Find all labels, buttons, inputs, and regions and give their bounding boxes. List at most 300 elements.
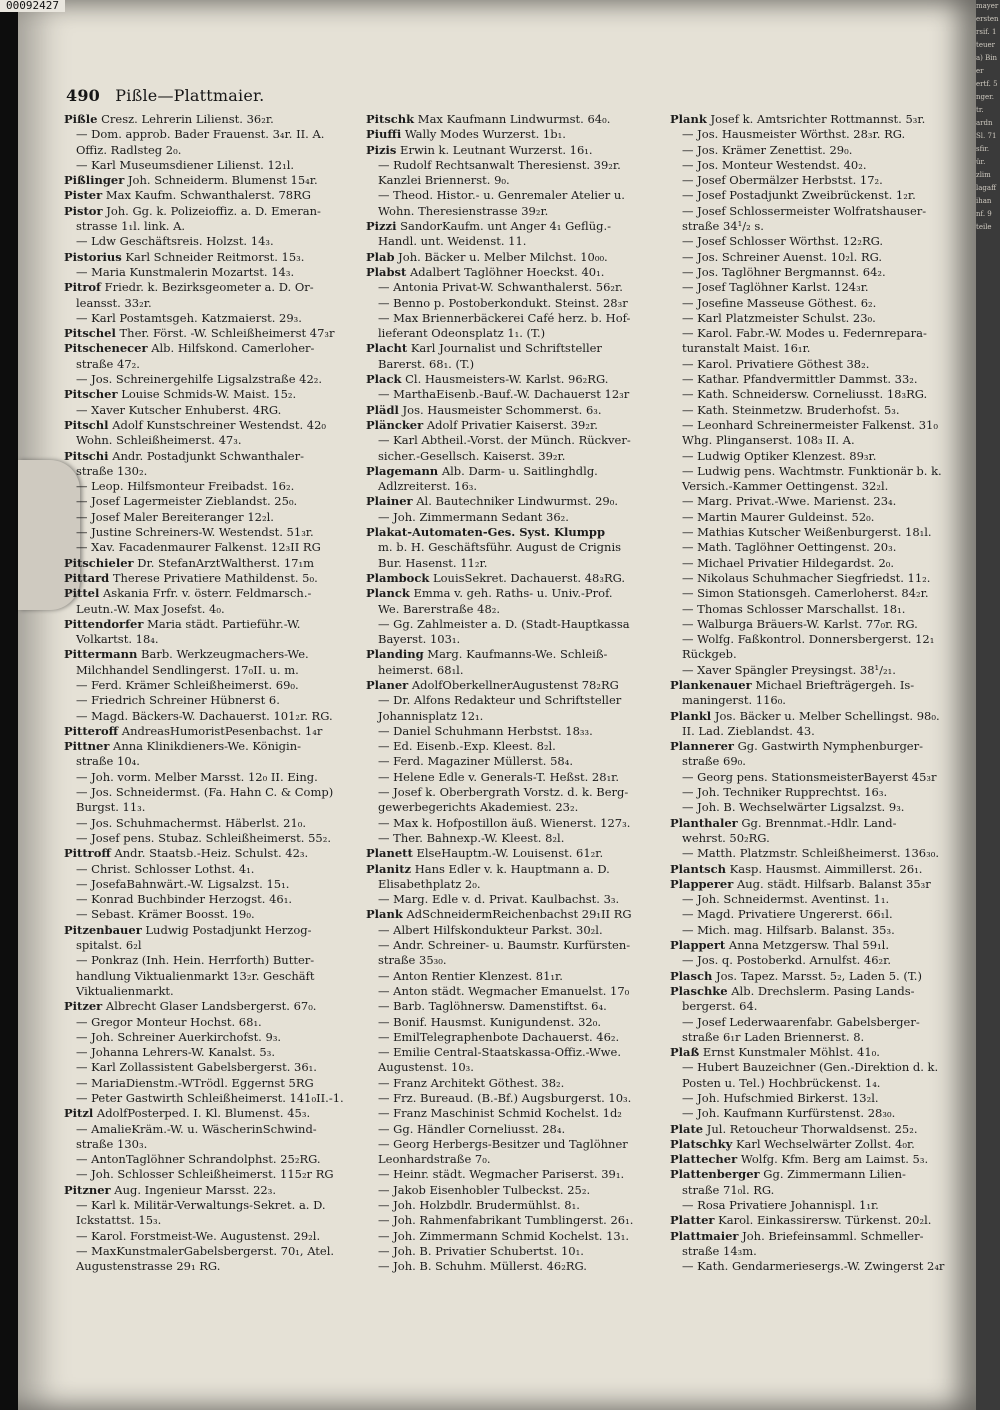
directory-entry [670,1213,970,1228]
surname: Plapperer [670,876,734,891]
edge-fragment: sfir. [976,145,990,153]
column-2 [366,112,664,1275]
entry-text: — Kath. Steinmetzw. Bruderhofst. 5₃. [682,402,900,417]
directory-entry [366,357,664,372]
entry-text: Joh. Schneiderm. Blumenst 15₄r. [127,173,318,188]
entry-text: straße 10₄. [76,754,140,769]
entry-text: — Karl Abtheil.-Vorst. der Münch. Rückver- [378,433,631,448]
entry-text: Jul. Retoucheur Thorwaldsenst. 25₂. [706,1121,918,1136]
directory-entry [64,449,362,464]
entry-text: Volkartst. 18₄. [76,632,159,647]
entry-text: Emma v. geh. Raths- u. Univ.-Prof. [413,586,613,601]
entry-text: — Karol. Forstmeist-We. Augustenst. 29₂l. [76,1228,321,1243]
directory-entry [366,1183,664,1198]
entry-text: Augustenstrasse 29₁ RG. [76,1259,221,1274]
surname: Plankl [670,708,712,723]
directory-entry [670,1137,970,1152]
directory-entry [670,999,970,1014]
entry-text: We. Barerstraße 48₂. [378,601,501,616]
page-header [66,86,946,105]
directory-entry [366,770,664,785]
surname: Pitzenbauer [64,922,142,937]
directory-entry [64,433,362,448]
entry-text: strasse 1₁l. link. A. [76,219,186,234]
entry-text: Burgst. 11₃. [76,800,146,815]
surname: Planck [366,586,410,601]
entry-text: — Karl Postamtsgeh. Katzmaierst. 29₃. [76,310,302,325]
directory-entry [366,525,664,540]
surname: Planett [366,846,413,861]
entry-text: Anna Metzgersw. Thal 59₁l. [728,938,889,953]
directory-entry [366,739,664,754]
directory-entry [366,112,664,127]
directory-entry [670,188,970,203]
entry-text: — Marg. Privat.-Wwe. Marienst. 23₄. [682,494,897,509]
entry-text: wehrst. 50₂RG. [682,830,770,845]
entry-text: leansst. 33₂r. [76,295,152,310]
directory-entry [670,785,970,800]
entry-text: Posten u. Tel.) Hochbrückenst. 1₄. [682,1075,881,1090]
directory-entry [64,1244,362,1259]
surname: Plattecher [670,1152,738,1167]
entry-text: — Martin Maurer Guldeinst. 52₀. [682,509,875,524]
directory-entry [64,387,362,402]
directory-entry [366,1122,664,1137]
entry-text: straße 34¹/₂ s. [682,219,764,234]
directory-entry [366,586,664,601]
entry-text: — Albert Hilfskondukteur Parkst. 30₂l. [378,922,603,937]
directory-entry [64,1259,362,1274]
entry-text: — Jos. q. Postoberkd. Arnulfst. 46₂r. [682,953,892,968]
directory-entry [64,525,362,540]
surname: Plabst [366,264,407,279]
entry-text: Friedr. k. Bezirksgeometer a. D. Or- [104,280,314,295]
entry-text: straße 71₀l. RG. [682,1182,775,1197]
directory-entry [366,1030,664,1045]
entry-text: — Max k. Hofpostillon äuß. Wienerst. 127₃. [378,815,631,830]
entry-text: Ernst Kunstmaler Möhlst. 41₀. [702,1045,880,1060]
directory-entry [670,112,970,127]
entry-text: — Kathar. Pfandvermittler Dammst. 33₂. [682,372,918,387]
surname: Platter [670,1213,715,1228]
entry-text: — Anton städt. Wegmacher Emanuelst. 17₀ [378,983,630,998]
entry-text: — Josef Maler Bereiteranger 12₂l. [76,509,274,524]
entry-text: — JosefaBahnwärt.-W. Ligsalzst. 15₁. [76,876,290,891]
entry-text: — Karl Zollassistent Gabelsbergerst. 36₁. [76,1060,317,1075]
directory-entry [366,754,664,769]
entry-text: — Thomas Schlosser Marschallst. 18₁. [682,601,906,616]
directory-entry [64,219,362,234]
directory-entry [670,494,970,509]
directory-entry [64,938,362,953]
directory-entry [64,1229,362,1244]
directory-entry [670,525,970,540]
directory-entry [64,892,362,907]
directory-entry [366,1213,664,1228]
entry-text: — Rudolf Rechtsanwalt Theresienst. 39₂r. [378,157,621,172]
entry-text: Alb. Hilfskond. Camerloher- [151,341,315,356]
directory-entry [366,449,664,464]
directory-entry [366,188,664,203]
directory-entry [64,173,362,188]
directory-entry [64,632,362,647]
directory-entry [670,862,970,877]
directory-entry [670,341,970,356]
entry-text: Ludwig Postadjunkt Herzog- [145,922,312,937]
directory-entry [64,1060,362,1075]
entry-text: Anna Klinikdieners-We. Königin- [113,739,302,754]
directory-entry [366,999,664,1014]
entry-text: Karol. Einkassirersw. Türkenst. 20₂l. [718,1213,932,1228]
directory-entry [366,907,664,922]
directory-entry [366,280,664,295]
edge-fragment: ardn [976,119,993,127]
entry-text: Adolf Kunstschreiner Westendst. 42₀ [112,417,327,432]
entry-text: Max Kaufm. Schwanthalerst. 78RG [105,188,311,203]
entry-text: — Jakob Eisenhobler Tulbeckst. 25₂. [378,1182,591,1197]
directory-entry [366,1244,664,1259]
surname: Plannerer [670,739,734,754]
entry-text: Louise Schmids-W. Maist. 15₂. [121,387,297,402]
directory-entry [64,1030,362,1045]
directory-entry [366,923,664,938]
directory-entry [366,1045,664,1060]
entry-text: — Josef pens. Stubaz. Schleißheimerst. 55₂. [76,830,331,845]
surname: Pitschenecer [64,341,148,356]
directory-entry [670,1060,970,1075]
directory-entry [64,602,362,617]
entry-text: — Karol. Fabr.-W. Modes u. Federnrepara- [682,326,927,341]
directory-entry [64,678,362,693]
entry-text: Kanzlei Briennerst. 9₀. [378,173,510,188]
entry-text: — Josef Obermälzer Herbstst. 17₂. [682,173,883,188]
surname: Plappert [670,938,726,953]
directory-entry [670,923,970,938]
directory-entry [366,953,664,968]
surname: Pistor [64,203,103,218]
entry-text: — Michael Privatier Hildegardst. 2₀. [682,555,895,570]
entry-text: Joh. Gg. k. Polizeioffiz. a. D. Emeran- [106,203,321,218]
directory-entry [64,1137,362,1152]
directory-entry [366,127,664,142]
directory-entry [670,1198,970,1213]
directory-entry [64,540,362,555]
surname: Pittard [64,570,110,585]
directory-entry [64,1167,362,1182]
entry-text: — Ferd. Magaziner Müllerst. 58₄. [378,754,574,769]
directory-entry [64,1045,362,1060]
entry-text: — Joh. Zimmermann Schmid Kochelst. 13₁. [378,1228,630,1243]
directory-entry [366,250,664,265]
edge-fragment: ersten [976,15,999,23]
directory-entry [64,923,362,938]
directory-entry [670,877,970,892]
surname: Plankenauer [670,677,752,692]
entry-text: — Jos. Schreinergehilfe Ligsalzstraße 42₂. [76,372,323,387]
directory-entry [64,265,362,280]
directory-entry [64,785,362,800]
entry-text: — Friedrich Schreiner Hübnerst 6. [76,693,280,708]
surname: Pizzi [366,219,397,234]
entry-text: — Jos. Schneidermst. (Fa. Hahn C. & Comp) [76,785,334,800]
entry-text: — Xaver Kutscher Enhuberst. 4RG. [76,402,282,417]
directory-entry [670,938,970,953]
entry-text: straße 6₁r Laden Briennerst. 8. [682,1029,865,1044]
entry-text: — Xav. Facadenmaurer Falkenst. 12₃II RG [76,540,321,555]
directory-entry [670,800,970,815]
directory-entry [64,953,362,968]
directory-entry [366,387,664,402]
directory-entry [670,1167,970,1182]
surname: Plank [366,907,403,922]
entry-text: Karl Schneider Reitmorst. 15₃. [125,249,305,264]
directory-entry [670,969,970,984]
directory-entry [64,112,362,127]
directory-entry [64,280,362,295]
entry-text: — MarthaEisenb.-Bauf.-W. Dachauerst 12₃r [378,387,630,402]
entry-text: — Franz Maschinist Schmid Kochelst. 1d₂ [378,1106,622,1121]
directory-entry [64,1015,362,1030]
column-3 [670,112,970,1275]
entry-text: — Maria Kunstmalerin Mozartst. 14₃. [76,264,295,279]
entry-text: Kasp. Hausmst. Aimmillerst. 26₁. [729,861,923,876]
directory-entry [670,250,970,265]
directory-entry [64,693,362,708]
directory-entry [670,280,970,295]
surname: Pitzl [64,1106,94,1121]
entry-text: maningerst. 116₀. [682,693,786,708]
directory-entry [670,647,970,662]
surname: Pistorius [64,249,122,264]
surname: Piuffi [366,127,402,142]
entry-text: — Leop. Hilfsmonteur Freibadst. 16₂. [76,479,295,494]
directory-entry [64,877,362,892]
edge-fragment: lagaff [976,184,997,192]
surname: Pitscher [64,387,118,402]
surname: Planitz [366,861,412,876]
directory-entry [366,984,664,999]
entry-text: Alb. Darm- u. Saitlinghdlg. [441,463,598,478]
entry-text: — Antonia Privat-W. Schwanthalerst. 56₂r. [378,280,623,295]
entry-text: AdolfOberkellnerAugustenst 78₂RG [411,677,619,692]
entry-text: — Kath. Gendarmeriesergs.-W. Zwingerst 2₄r [682,1259,945,1274]
entry-text: — Ludwig Optiker Klenzest. 89₃r. [682,448,877,463]
entry-text: — Joh. vorm. Melber Marsst. 12₀ II. Eing. [76,769,318,784]
directory-entry [64,494,362,509]
directory-entry [670,602,970,617]
entry-text: bergerst. 64. [682,999,758,1014]
entry-text: — Jos. Schuhmachermst. Häberlst. 21₀. [76,815,307,830]
directory-entry [64,831,362,846]
entry-text: — Jos. Monteur Westendst. 40₂. [682,157,867,172]
surname: Pittendorfer [64,616,144,631]
directory-entry [366,311,664,326]
entry-text: — Joh. Hufschmied Birkerst. 13₂l. [682,1091,879,1105]
page-number: 490 [66,86,100,105]
entry-text: m. b. H. Geschäftsführ. August de Crignis [378,540,622,555]
surname: Pißle [64,112,98,126]
directory-entry [670,1015,970,1030]
entry-text: Jos. Bäcker u. Melber Schellingst. 98₀. [714,708,940,723]
directory-entry [64,984,362,999]
entry-text: — Andr. Schreiner- u. Baumstr. Kurfürsten- [378,938,631,953]
surname: Planer [366,677,409,692]
directory-entry [366,1137,664,1152]
directory-entry [366,510,664,525]
entry-text: — Barb. Taglöhnersw. Damenstiftst. 6₄. [378,999,607,1014]
entry-text: — Josef Schlosser Wörthst. 12₂RG. [682,234,884,249]
entry-text: — Joh. B. Privatier Schubertst. 10₁. [378,1243,584,1258]
directory-entry [366,372,664,387]
entry-text: — Josef Taglöhner Karlst. 124₃r. [682,280,869,295]
directory-entry [366,296,664,311]
entry-text: Gg. Zimmermann Lilien- [763,1167,906,1182]
directory-entry [670,1122,970,1137]
entry-text: straße 47₂. [76,356,140,371]
column-1 [64,112,362,1275]
directory-entry [670,296,970,311]
directory-entry [366,831,664,846]
directory-entry [64,372,362,387]
entry-text: Hans Edler v. k. Hauptmann a. D. [414,861,610,876]
directory-entry [64,907,362,922]
entry-text: — Peter Gastwirth Schleißheimerst. 141₀II.-1. [76,1091,344,1105]
directory-entry [366,571,664,586]
surname: Placht [366,341,408,356]
entry-text: — Frz. Bureaud. (B.-Bf.) Augsburgerst. 10₃. [378,1091,632,1105]
directory-entry [366,540,664,555]
directory-entry [670,173,970,188]
surname: Pißlinger [64,173,125,188]
entry-text: — Josef Lagermeister Zieblandst. 25₀. [76,494,298,509]
directory-entry [64,341,362,356]
directory-entry [64,464,362,479]
entry-text: Versich.-Kammer Oettingenst. 32₂l. [682,479,889,494]
entry-text: — Josefine Masseuse Göthest. 6₂. [682,295,877,310]
directory-entry [670,479,970,494]
directory-entry [366,892,664,907]
directory-entry [64,846,362,861]
entry-text: — Joh. B. Wechselwärter Ligsalzst. 9₃. [682,800,905,815]
directory-entry [64,357,362,372]
entry-text: Barerst. 68₁. (T.) [378,356,475,371]
entry-text: — Heinr. städt. Wegmacher Pariserst. 39₁. [378,1167,625,1182]
surname: Pister [64,188,103,203]
directory-entry [366,433,664,448]
directory-entry [366,219,664,234]
entry-text: Albrecht Glaser Landsbergerst. 67₀. [105,999,317,1014]
directory-entry [670,739,970,754]
directory-entry [64,326,362,341]
entry-text: SandorKaufm. unt Anger 4₁ Geflüg.- [400,219,612,234]
entry-text: AndreasHumoristPesenbachst. 1₄r [121,723,323,738]
directory-entry [670,510,970,525]
entry-text: — Wolfg. Faßkontrol. Donnersbergerst. 12₁ [682,632,935,647]
directory-entry [670,1045,970,1060]
entry-text: LouisSekret. Dachauerst. 48₃RG. [432,570,626,585]
entry-text: Augustenst. 10₃. [378,1060,474,1075]
entry-text: Jos. Tapez. Marsst. 5₂, Laden 5. (T.) [715,968,922,983]
directory-entry [64,403,362,418]
entry-text: Michael Briefträgergeh. Is- [755,677,915,692]
entry-text: — Joh. B. Schuhm. Müllerst. 46₂RG. [378,1259,587,1274]
catalog-stamp: 00092427 [0,0,65,12]
directory-entry [670,1183,970,1198]
surname: Pizis [366,142,397,157]
directory-entry [670,403,970,418]
entry-text: Therese Privatiere Mathildenst. 5₀. [112,570,318,585]
directory-entry [64,127,362,142]
entry-text: Adalbert Taglöhner Hoeckst. 40₁. [409,264,605,279]
entry-text: Cl. Hausmeisters-W. Karlst. 96₂RG. [405,372,609,387]
entry-text: Gg. Brennmat.-Hdlr. Land- [741,815,897,830]
directory-entry [670,127,970,142]
directory-entry [64,862,362,877]
directory-entry [670,234,970,249]
directory-entry [670,709,970,724]
entry-text: Leutn.-W. Max Josefst. 4₀. [76,601,225,616]
entry-text: — AntonTaglöhner Schrandolphst. 25₂RG. [76,1152,321,1167]
entry-text: Karl Journalist und Schriftsteller [410,341,602,356]
directory-entry [670,632,970,647]
entry-text: Jos. Hausmeister Schommerst. 6₃. [402,402,602,417]
entry-text: — Mathias Kutscher Weißenburgerst. 18₁l. [682,525,932,540]
entry-text: Erwin k. Leutnant Wurzerst. 16₁. [400,142,593,157]
entry-text: — Gg. Zahlmeister a. D. (Stadt-Hauptkassa [378,616,630,631]
entry-text: Andr. Postadjunkt Schwanthaler- [112,448,304,463]
directory-entry [670,219,970,234]
directory-entry [670,372,970,387]
directory-entry [366,143,664,158]
entry-text: Cresz. Lehrerin Lilienst. 36₂r. [101,112,274,126]
directory-entry [670,357,970,372]
directory-entry [366,969,664,984]
directory-entry [64,556,362,571]
entry-text: Viktualienmarkt. [76,983,174,998]
entry-text: — Joh. Holzbdlr. Brudermühlst. 8₁. [378,1198,580,1213]
edge-fragment: rsif. 1 [976,28,997,36]
entry-text: — Magd. Privatiere Ungererst. 66₁l. [682,907,893,922]
directory-entry [366,862,664,877]
directory-entry [64,188,362,203]
directory-entry [366,877,664,892]
directory-entry [670,831,970,846]
entry-text: Max Kaufmann Lindwurmst. 64₀. [417,112,611,126]
edge-fragment: ihan [976,197,992,205]
adjacent-page-edge [976,0,1000,1410]
entry-text: Wally Modes Wurzerst. 1b₁. [404,127,566,142]
directory-entry [670,143,970,158]
entry-text: Rückgeb. [682,647,737,662]
entry-text: — Math. Taglöhner Oettingenst. 20₃. [682,540,897,555]
directory-entry [670,892,970,907]
entry-text: — Joh. Kaufmann Kurfürstenst. 28₃₀. [682,1106,896,1121]
directory-entry [64,158,362,173]
entry-text: Gg. Gastwirth Nymphenburger- [737,739,923,754]
directory-entry [670,158,970,173]
surname: Pitteroff [64,723,119,738]
directory-entry [366,1015,664,1030]
entry-text: — Rosa Privatiere Johannispl. 1₁r. [682,1198,879,1213]
entry-text: — Karl Platzmeister Schulst. 23₀. [682,310,876,325]
edge-fragment: nger. [976,93,994,101]
directory-entry [366,602,664,617]
directory-entry [670,953,970,968]
entry-text: — Nikolaus Schuhmacher Siegfriedst. 11₂. [682,570,931,585]
directory-entry [64,709,362,724]
entry-text: — Ldw Geschäftsreis. Holzst. 14₃. [76,234,274,249]
directory-entry [366,1076,664,1091]
